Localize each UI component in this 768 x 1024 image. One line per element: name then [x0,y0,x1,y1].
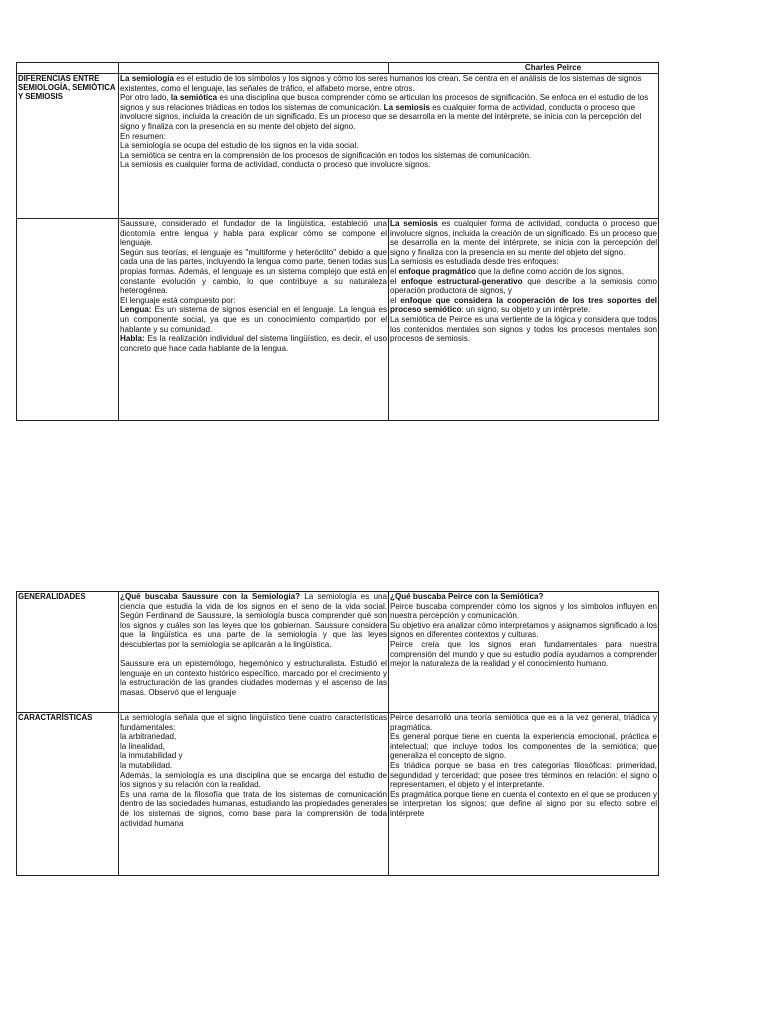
text: el [390,266,399,276]
header-cell-empty-1 [17,63,119,74]
paragraph [390,219,657,257]
bold-term: La semiología [120,74,174,83]
paragraph: La semiosis es cualquier forma de actividad, conducta o proceso que involucre signos. [120,160,431,170]
paragraph: Además, la semiología es una disciplina que se encarga del estudio de los signos y su relación con la realidad. [120,770,387,790]
paragraph [390,277,657,296]
paragraph: Su objetivo era analizar cómo interpretamos y asignamos significado a los signos en diferentes contextos y culturas. [390,620,657,640]
paragraph: Según sus teorías, el lenguaje es "multiforme y heteróclito" debido a que cada una de las partes, incluyendo la lengua como parte, tienen todas sus propias formas. Además, el lenguaje es un sistema complejo que está en constante evolución y cambio, lo que contribuye a su naturaleza heterogénea. [120,247,387,296]
cell-peirce-semiosis [389,219,659,421]
paragraph: Saussure, considerado el fundador de la lingüística, estableció una dicotomía entre lengua y habla para explicar cómo se compone el lenguaje. [120,219,387,248]
text: es cualquier forma de actividad, conducta o proceso que involucre signos, incluida la creación de un significado. Es un proceso que se desarrolla en la mente del intérprete, se inicia con la percepción del signo y finaliza con la presencia en su mente del objeto del signo. [120,102,642,131]
header-cell-empty-2 [119,63,389,74]
paragraph: La semiología se ocupa del estudio de los signos en la vida social. [120,141,359,151]
text: La semiología es una ciencia que estudia la vida de los signos en el seno de la vida social. Según Ferdinand de Saussure, la semiología busca comprender qué son los signos y cuáles son las leyes que los gobiernan. Saussure considera que la lingüística es una parte de la semiología y que las leyes descubiertas por la semiología se aplicarán a la lingüística. [120,592,387,649]
paragraph: La semiótica se centra en la comprensión de los procesos de significación en todos los sistemas de comunicación. [120,150,532,160]
text: que la define como acción de los signos, [475,266,624,276]
text: es el estudio de los símbolos y los signos y cómo los seres humanos los crean. Se centra en el análisis de los sistemas de signos existentes, como el lenguaje, las señales de tráfico, el alfabeto morse, entre otros. [120,74,642,93]
bold-term: La semiosis [390,219,438,228]
comparison-table-1 [16,62,659,421]
cell-saussure-caracteristicas [119,713,389,876]
paragraph [120,334,387,353]
paragraph [120,305,387,334]
paragraph: Es pragmática porque tiene en cuenta el contexto en el que se producen y se interpretan los signos; que define al signo por su efecto sobre el intérprete [390,789,657,818]
text: Es un sistema de signos esencial en el lenguaje. La lengua es un componente social, ya que es un conocimiento compartido por el hablante y su comunidad. [120,305,387,334]
paragraph: Peirce desarrolló una teoría semiótica que es a la vez general, triádica y pragmática. [390,713,657,732]
table-header-row [17,63,659,74]
paragraph: En resumen: [120,131,166,141]
paragraph: La semiótica de Peirce es una vertiente de la lógica y considera que todos los contenidos mentales son signos y todos los procesos mentales son procesos de semiosis. [390,314,657,344]
paragraph: La semiología señala que el signo lingüístico tiene cuatro características fundamentales: [120,713,387,732]
header-charles-peirce: Charles Peirce [389,63,659,74]
paragraph: Peirce creía que los signos eran fundamentales para nuestra comprensión del mundo y que su estudio podía ayudarnos a comprender mejor la naturaleza de la realidad y el conocimiento humano. [390,639,657,669]
cell-peirce-generalidades [389,592,659,713]
text: Por otro lado, [120,93,171,103]
table-row [17,713,659,876]
row-label-generalidades: GENERALIDADES [17,592,119,713]
cell-peirce-caracteristicas [389,713,659,876]
cell-saussure-lenguaje [119,219,389,421]
paragraph: Es triádica porque se basa en tres categorías filosóficas: primeridad, segundidad y terceridad; que posee tres términos en relación: el signo o representamen, el objeto y el interpretante. [390,760,657,790]
cell-saussure-generalidades [119,592,389,713]
bold-term: La semiosis [383,102,430,112]
list-item: la linealidad, [120,741,165,751]
bold-term: enfoque que considera la cooperación de los tres soportes del proceso semiótico [390,295,657,315]
text: es una disciplina que busca comprender cómo se articulan los procesos de significación. Se enfoca en el estudio de los signos y sus relaciones triádicas en todos los sistemas de comunicación. [120,93,649,112]
bold-term: enfoque pragmático [398,266,476,276]
list-item: la arbitrariedad, [120,732,177,742]
paragraph: La semiosis es estudiada desde tres enfoques: [390,257,559,267]
paragraph: Es una rama de la filosofía que trata de los sistemas de comunicación dentro de las sociedades humanas, estudiando las propiedades generales de los sistemas de signos, como base para la comprensión de toda actividad humana [120,789,387,828]
table-row [17,592,659,713]
list-item: la mutabilidad. [120,760,173,770]
table-row [17,74,659,219]
text: el [390,295,401,305]
text: el [390,276,401,286]
row-label-diferencias: DIFERENCIAS ENTRE SEMIOLOGÍA, SEMIÓTICA Y SEMIOSIS [17,74,119,219]
text: Es la realización individual del sistema lingüístico, es decir, el uso concreto que hace cada hablante de la lengua. [120,334,387,353]
text: : un signo, su objeto y un intérprete. [461,305,591,315]
paragraph [390,267,657,277]
bold-question: ¿Qué buscaba Peirce con la Semiótica? [390,592,544,601]
paragraph [120,74,657,93]
paragraph [390,592,657,602]
paragraph: Saussure era un epistemólogo, hegemónico y estructuralista. Estudió el lenguaje en un contexto histórico específico, marcado por el crecimiento y la estructuración de las grandes ciudades modernas y el ascenso de las masas. Observó que el lenguaje [120,659,387,697]
paragraph: Peirce buscaba comprender cómo los signos y los símbolos influyen en nuestra percepción y comunicación. [390,601,657,621]
bold-term: la semiótica [170,93,218,103]
bold-question: ¿Qué buscaba Saussure con la Semiología? [120,592,301,601]
paragraph [120,93,657,131]
bold-term: Habla: [120,334,145,344]
comparison-table-2 [16,591,659,876]
bold-term: enfoque estructural-generativo [401,276,523,286]
paragraph [390,296,657,315]
paragraph: Es general porque tiene en cuenta la experiencia emocional, práctica e intelectual; que incluye todos los componentes de la semiótica; que generaliza el concepto de signo. [390,732,657,761]
text: que describe a la semiosis como operación productora de signos, y [390,276,657,296]
bold-term: Lengua: [120,305,152,315]
paragraph: El lenguaje está compuesto por: [120,295,236,305]
table-row [17,219,659,421]
merged-cell-definitions [119,74,659,219]
row-label-caracteristicas: CARACTARÍSTICAS [17,713,119,876]
row-label-empty [17,219,119,421]
text: es cualquier forma de actividad, conducta o proceso que involucre signos, incluida la creación de un significado. Es un proceso que se desarrolla en la mente del intérprete, se inicia con la percepción del signo y finaliza con la presencia en su mente del objeto del signo. [390,219,657,257]
paragraph [120,592,387,650]
list-item: la inmutabilidad y [120,751,183,761]
